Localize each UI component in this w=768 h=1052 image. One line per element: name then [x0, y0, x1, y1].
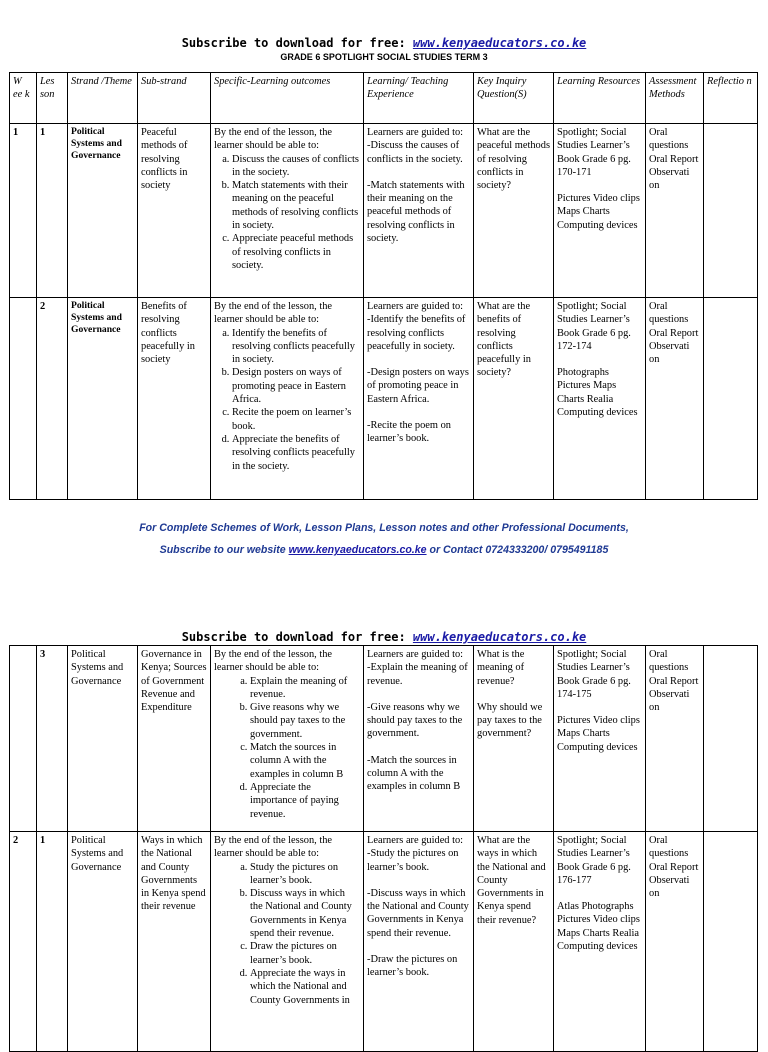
resource-list: Atlas Photographs Pictures Video clips Maps Charts Realia Computing devices [557, 901, 640, 953]
outcome-item: c. Match the sources in column A with the examples in column B [250, 741, 360, 781]
assessment-cell: Oral questions Oral Report Observati on [646, 832, 704, 1052]
col-header-experience: Learning/ Teaching Experience [364, 73, 474, 124]
promo-line-1: For Complete Schemes of Work, Lesson Plans, Lesson notes and other Professional Documents, [139, 522, 629, 534]
assessment-cell: Oral questions Oral Report Observati on [646, 124, 704, 298]
experience-cell [364, 832, 474, 1052]
lesson-cell: 1 [37, 124, 68, 298]
experience-line: -Give reasons why we should pay taxes to the government. [367, 701, 463, 740]
outcomes-intro: By the end of the lesson, the learner should be able to: [214, 127, 333, 152]
outcome-item: c. Recite the poem on learner’s book. [232, 406, 360, 433]
week-cell: 1 [10, 124, 37, 298]
experience-line: -Discuss the causes of conflicts in the society. [367, 140, 463, 165]
outcome-item: b. Give reasons why we should pay taxes to the government. [250, 701, 360, 741]
scheme-table-1 [9, 72, 758, 500]
outcome-item: b. Discuss ways in which the National and County Governments in Kenya spend their revenue. [250, 887, 360, 940]
assessment-cell: Oral questions Oral Report Observati on [646, 298, 704, 500]
inquiry-cell [474, 298, 554, 500]
lesson-cell: 3 [37, 646, 68, 832]
inquiry-cell [474, 124, 554, 298]
col-header-week: W ee k [10, 73, 37, 124]
reflection-cell [704, 832, 758, 1052]
experience-line: -Recite the poem on learner’s book. [367, 420, 451, 445]
outcome-item: d. Appreciate the ways in which the National and County Governments in [250, 967, 360, 1007]
inquiry-cell [474, 646, 554, 832]
resources-cell [554, 298, 646, 500]
subscribe-link[interactable]: www.kenyaeducators.co.ke [412, 36, 587, 50]
reflection-cell [704, 124, 758, 298]
resource-book: Spotlight; Social Studies Learner’s Book Grade 6 pg. 170-171 [557, 127, 631, 178]
resources-cell [554, 646, 646, 832]
document-title: GRADE 6 SPOTLIGHT SOCIAL STUDIES TERM 3 [280, 52, 488, 62]
substrand-cell: Ways in which the National and County Governments in Kenya spend their revenue [138, 832, 211, 1052]
col-header-substrand: Sub-strand [138, 73, 211, 124]
resource-list: Pictures Video clips Maps Charts Computing devices [557, 715, 640, 753]
outcomes-cell [211, 646, 364, 832]
resource-list: Pictures Video clips Maps Charts Computing devices [557, 193, 640, 231]
inquiry-question: What is the meaning of revenue? [477, 649, 525, 687]
experience-line: Learners are guided to: [367, 127, 464, 138]
strand-cell: Political Systems and Governance [68, 298, 138, 500]
col-header-outcomes: Specific-Learning outcomes [211, 73, 364, 124]
week-cell [10, 646, 37, 832]
subscribe-text: Subscribe to download for free: [181, 36, 413, 50]
experience-line: -Explain the meaning of revenue. [367, 662, 468, 687]
experience-line: -Match statements with their meaning on the peaceful methods of resolving conflicts in society. [367, 179, 465, 245]
outcome-item: a. Explain the meaning of revenue. [250, 675, 360, 702]
outcome-item: a. Study the pictures on learner’s book. [250, 861, 360, 888]
col-header-inquiry: Key Inquiry Question(S) [474, 73, 554, 124]
substrand-cell: Peaceful methods of resolving conflicts in society [138, 124, 211, 298]
assessment-cell: Oral questions Oral Report Observati on [646, 646, 704, 832]
outcome-item: a. Discuss the causes of conflicts in the society. [232, 153, 360, 180]
lesson-cell: 2 [37, 298, 68, 500]
inquiry-cell [474, 832, 554, 1052]
resource-list: Photographs Pictures Maps Charts Realia Computing devices [557, 367, 638, 419]
lesson-cell: 1 [37, 832, 68, 1052]
experience-line: -Draw the pictures on learner’s book. [367, 954, 458, 979]
inquiry-question: What are the benefits of resolving conflicts peacefully in society? [477, 301, 531, 379]
table-row [10, 646, 758, 832]
experience-line: Learners are guided to: [367, 835, 464, 846]
outcomes-cell [211, 124, 364, 298]
outcomes-cell [211, 832, 364, 1052]
week-cell: 2 [10, 832, 37, 1052]
scheme-table-2 [9, 645, 758, 1052]
experience-cell [364, 298, 474, 500]
col-header-reflection: Reflectio n [704, 73, 758, 124]
table-header-row [10, 73, 758, 124]
table-row [10, 832, 758, 1052]
strand-cell: Political Systems and Governance [68, 832, 138, 1052]
substrand-cell: Benefits of resolving conflicts peacefully in society [138, 298, 211, 500]
col-header-resources: Learning Resources [554, 73, 646, 124]
outcomes-intro: By the end of the lesson, the learner should be able to: [214, 301, 333, 326]
subscribe-link[interactable]: www.kenyaeducators.co.ke [412, 630, 587, 644]
outcomes-intro: By the end of the lesson, the learner should be able to: [214, 649, 333, 674]
week-cell [10, 298, 37, 500]
experience-cell [364, 124, 474, 298]
promo-link[interactable]: www.kenyaeducators.co.ke [288, 544, 427, 556]
experience-line: Learners are guided to: [367, 649, 464, 660]
strand-cell: Political Systems and Governance [68, 124, 138, 298]
substrand-cell: Governance in Kenya; Sources of Government Revenue and Expenditure [138, 646, 211, 832]
outcomes-cell [211, 298, 364, 500]
resources-cell [554, 832, 646, 1052]
promo-line-2 [0, 544, 768, 556]
table-row [10, 124, 758, 298]
experience-line: -Study the pictures on learner’s book. [367, 848, 459, 873]
subscribe-banner-second [0, 630, 768, 644]
col-header-strand: Strand /Theme [68, 73, 138, 124]
subscribe-text: Subscribe to download for free: [181, 630, 413, 644]
inquiry-question: What are the ways in which the National and County Governments in Kenya spend their revenue? [477, 835, 546, 926]
outcome-item: c. Draw the pictures on learner’s book. [250, 940, 360, 967]
outcome-item: b. Match statements with their meaning on the peaceful methods of resolving conflicts in society. [232, 179, 360, 232]
col-header-lesson: Les son [37, 73, 68, 124]
col-header-assessment: Assessment Methods [646, 73, 704, 124]
outcome-item: a. Identify the benefits of resolving conflicts peacefully in society. [232, 327, 360, 367]
subscribe-banner-top [0, 36, 768, 50]
resource-book: Spotlight; Social Studies Learner’s Book Grade 6 pg. 176-177 [557, 835, 631, 886]
reflection-cell [704, 298, 758, 500]
outcome-item: d. Appreciate the importance of paying revenue. [250, 781, 360, 821]
inquiry-question: Why should we pay taxes to the government? [477, 701, 543, 740]
outcome-item: b. Design posters on ways of promoting peace in Eastern Africa. [232, 366, 360, 406]
experience-cell [364, 646, 474, 832]
resource-book: Spotlight; Social Studies Learner’s Book Grade 6 pg. 174-175 [557, 649, 631, 700]
promo-text: Subscribe to our website [159, 544, 289, 556]
experience-line: -Design posters on ways of promoting peace in Eastern Africa. [367, 367, 469, 405]
outcome-item: d. Appreciate the benefits of resolving conflicts peacefully in the society. [232, 433, 360, 473]
experience-line: Learners are guided to: [367, 301, 464, 312]
experience-line: -Discuss ways in which the National and County Governments in Kenya spend their revenue. [367, 887, 469, 939]
inquiry-question: What are the peaceful methods of resolving conflicts in society? [477, 127, 550, 192]
outcomes-intro: By the end of the lesson, the learner should be able to: [214, 835, 333, 860]
resources-cell [554, 124, 646, 298]
resource-book: Spotlight; Social Studies Learner’s Book Grade 6 pg. 172-174 [557, 301, 631, 352]
reflection-cell [704, 646, 758, 832]
strand-cell: Political Systems and Governance [68, 646, 138, 832]
promo-contact: or Contact 0724333200/ 0795491185 [426, 544, 609, 556]
experience-line: -Match the sources in column A with the examples in column B [367, 754, 461, 793]
table-row [10, 298, 758, 500]
experience-line: -Identify the benefits of resolving conflicts peacefully in society. [367, 314, 466, 352]
outcome-item: c. Appreciate peaceful methods of resolving conflicts in society. [232, 232, 360, 272]
